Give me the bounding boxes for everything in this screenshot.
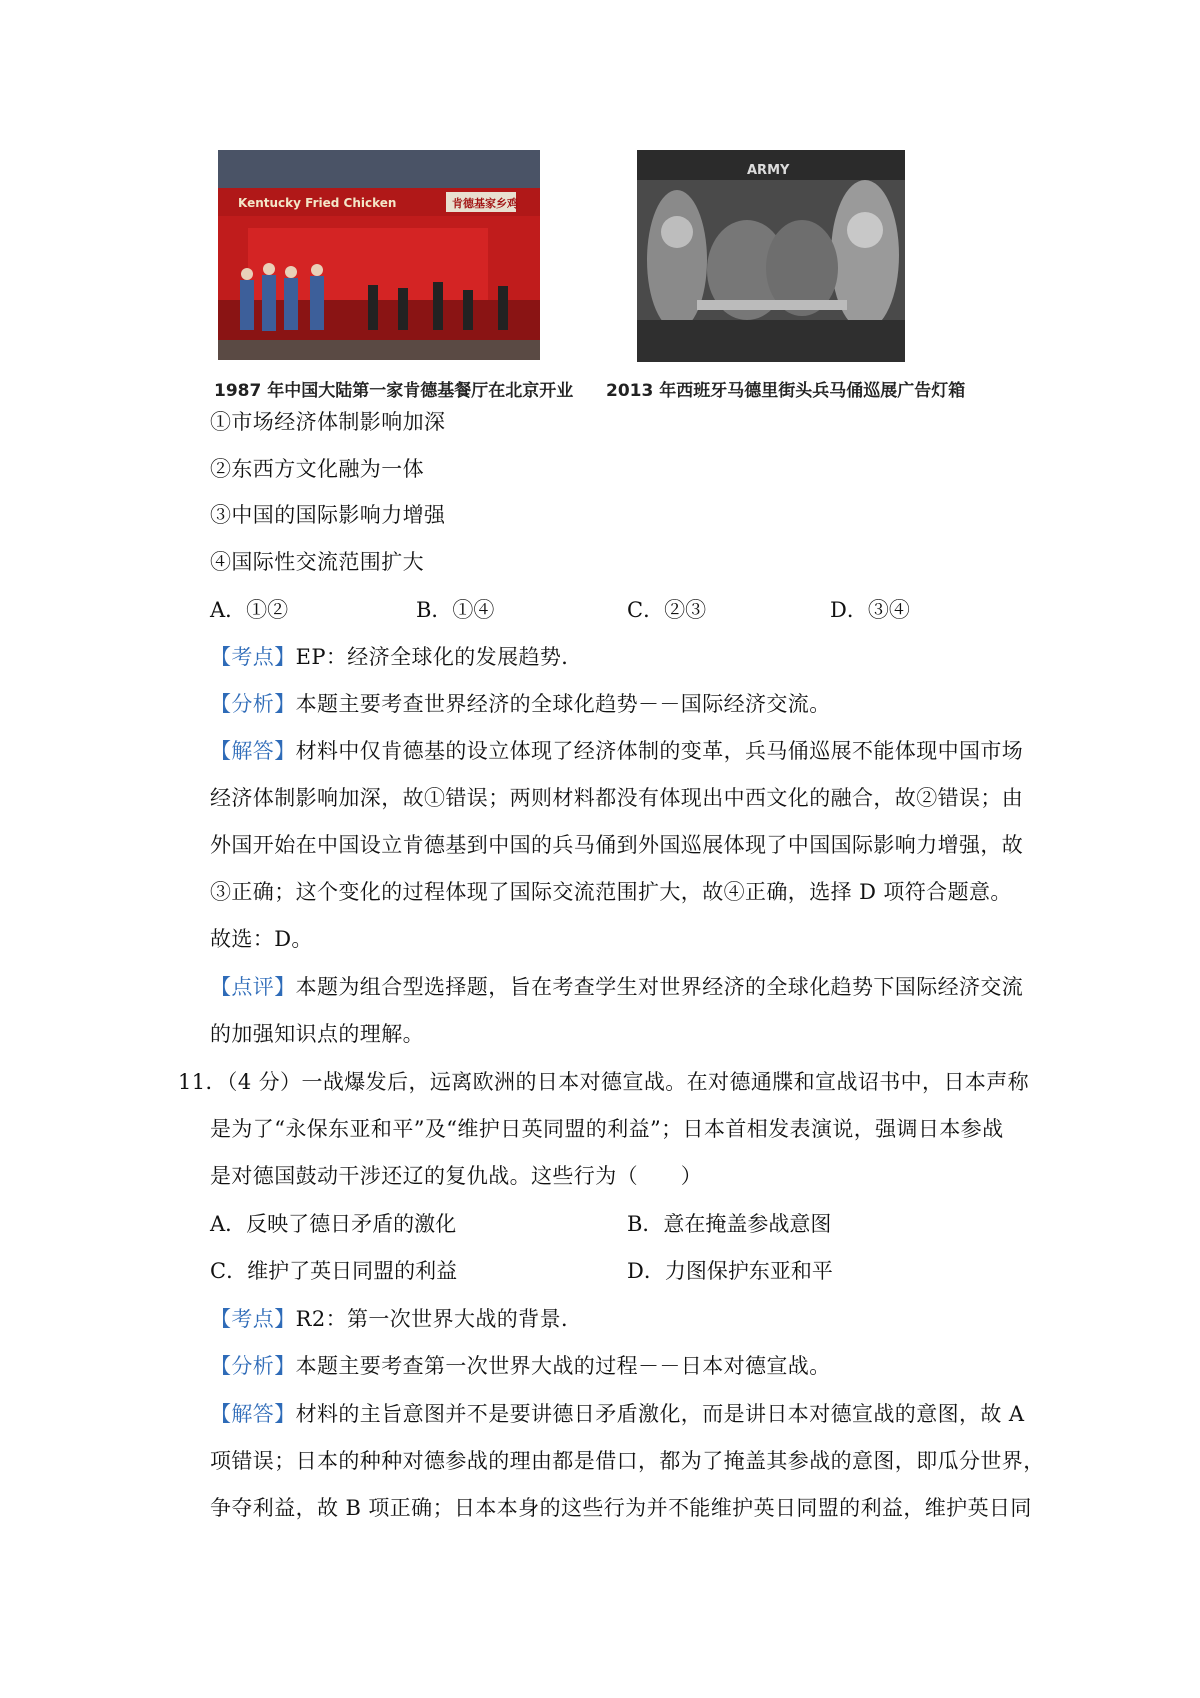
- fenxi-text: 本题主要考查世界经济的全球化趋势－－国际经济交流。: [295, 692, 831, 716]
- left-photo-caption: 1987 年中国大陆第一家肯德基餐厅在北京开业: [214, 381, 574, 401]
- q11-option-a: A．反映了德日矛盾的激化: [210, 1212, 457, 1236]
- q10-option-d: D．③④: [830, 598, 910, 622]
- q11-jieda-line-2: 项错误；日本的种种对德参战的理由都是借口，都为了掩盖其参战的意图，即瓜分世界，: [210, 1449, 1045, 1473]
- jieda-text: 材料中仅肯德基的设立体现了经济体制的变革，兵马俑巡展不能体现中国市场: [295, 739, 1024, 763]
- q10-jieda-line-2: 经济体制影响加深，故①错误；两则材料都没有体现出中西文化的融合，故②错误；由: [210, 786, 1024, 810]
- q11-option-c: C．维护了英日同盟的利益: [210, 1259, 458, 1283]
- q10-fenxi: [210, 690, 831, 718]
- q10-item-3: ③中国的国际影响力增强: [210, 503, 446, 527]
- kaodian-tag: 【考点】: [210, 1307, 296, 1331]
- fenxi-tag: 【分析】: [210, 1354, 296, 1378]
- q10-item-1: ①市场经济体制影响加深: [210, 410, 446, 434]
- terracotta-photo-illustration: [637, 150, 905, 362]
- dianping-tag: 【点评】: [210, 975, 296, 999]
- kfc-opening-photo: [218, 150, 540, 360]
- q10-option-a: A．①②: [210, 598, 289, 622]
- kfc-sign-text: Kentucky Fried Chicken: [238, 196, 397, 210]
- q11-jieda-line-3: 争夺利益，故 B 项正确；日本本身的这些行为并不能维护英日同盟的利益，维护英日同: [210, 1496, 1032, 1520]
- kfc-sign-cn: 肯德基家乡鸡: [452, 197, 518, 210]
- q10-option-c: C．②③: [627, 598, 707, 622]
- kfc-photo-illustration: [218, 150, 540, 360]
- q10-jieda-line-3: 外国开始在中国设立肯德基到中国的兵马俑到外国巡展体现了中国国际影响力增强，故: [210, 833, 1024, 857]
- q10-item-2: ②东西方文化融为一体: [210, 457, 424, 481]
- q11-fenxi: [210, 1352, 831, 1380]
- q10-answer: 故选：D。: [210, 927, 313, 951]
- q11-kaodian: [210, 1305, 582, 1333]
- kaodian-text: EP：经济全球化的发展趋势．: [295, 645, 583, 669]
- q11-stem-line-1: 11．（4 分）一战爆发后，远离欧洲的日本对德宣战。在对德通牒和宣战诏书中，日本声称: [178, 1070, 1030, 1094]
- jieda-tag: 【解答】: [210, 739, 296, 763]
- fenxi-text: 本题主要考查第一次世界大战的过程－－日本对德宣战。: [295, 1354, 831, 1378]
- q10-dianping-line-1: [210, 973, 1023, 1001]
- q10-kaodian: [210, 643, 583, 671]
- kaodian-text: R2：第一次世界大战的背景．: [295, 1307, 583, 1331]
- kaodian-tag: 【考点】: [210, 645, 296, 669]
- q10-dianping-line-2: 的加强知识点的理解。: [210, 1022, 424, 1046]
- q10-jieda-line-1: [210, 737, 1023, 765]
- q11-stem-line-3: 是对德国鼓动干涉还辽的复仇战。这些行为（ ）: [210, 1164, 703, 1188]
- q10-option-b: B．①④: [416, 598, 495, 622]
- fenxi-tag: 【分析】: [210, 692, 296, 716]
- q10-jieda-line-4: ③正确；这个变化的过程体现了国际交流范围扩大，故④正确，选择 D 项符合题意。: [210, 880, 1012, 904]
- terracotta-ad-photo: [637, 150, 905, 362]
- jieda-tag: 【解答】: [210, 1402, 296, 1426]
- q10-item-4: ④国际性交流范围扩大: [210, 550, 424, 574]
- army-sign-text: ARMY: [747, 163, 790, 178]
- q11-stem-line-2: 是为了“永保东亚和平”及“维护日英同盟的利益”；日本首相发表演说，强调日本参战: [210, 1117, 1004, 1141]
- dianping-text: 本题为组合型选择题，旨在考查学生对世界经济的全球化趋势下国际经济交流: [295, 975, 1024, 999]
- right-photo-caption: 2013 年西班牙马德里街头兵马俑巡展广告灯箱: [606, 381, 966, 401]
- q11-jieda-line-1: [210, 1400, 1024, 1428]
- jieda-text: 材料的主旨意图并不是要讲德日矛盾激化，而是讲日本对德宣战的意图，故 A: [295, 1402, 1025, 1426]
- q11-option-b: B．意在掩盖参战意图: [627, 1212, 832, 1236]
- q11-option-d: D．力图保护东亚和平: [627, 1259, 833, 1283]
